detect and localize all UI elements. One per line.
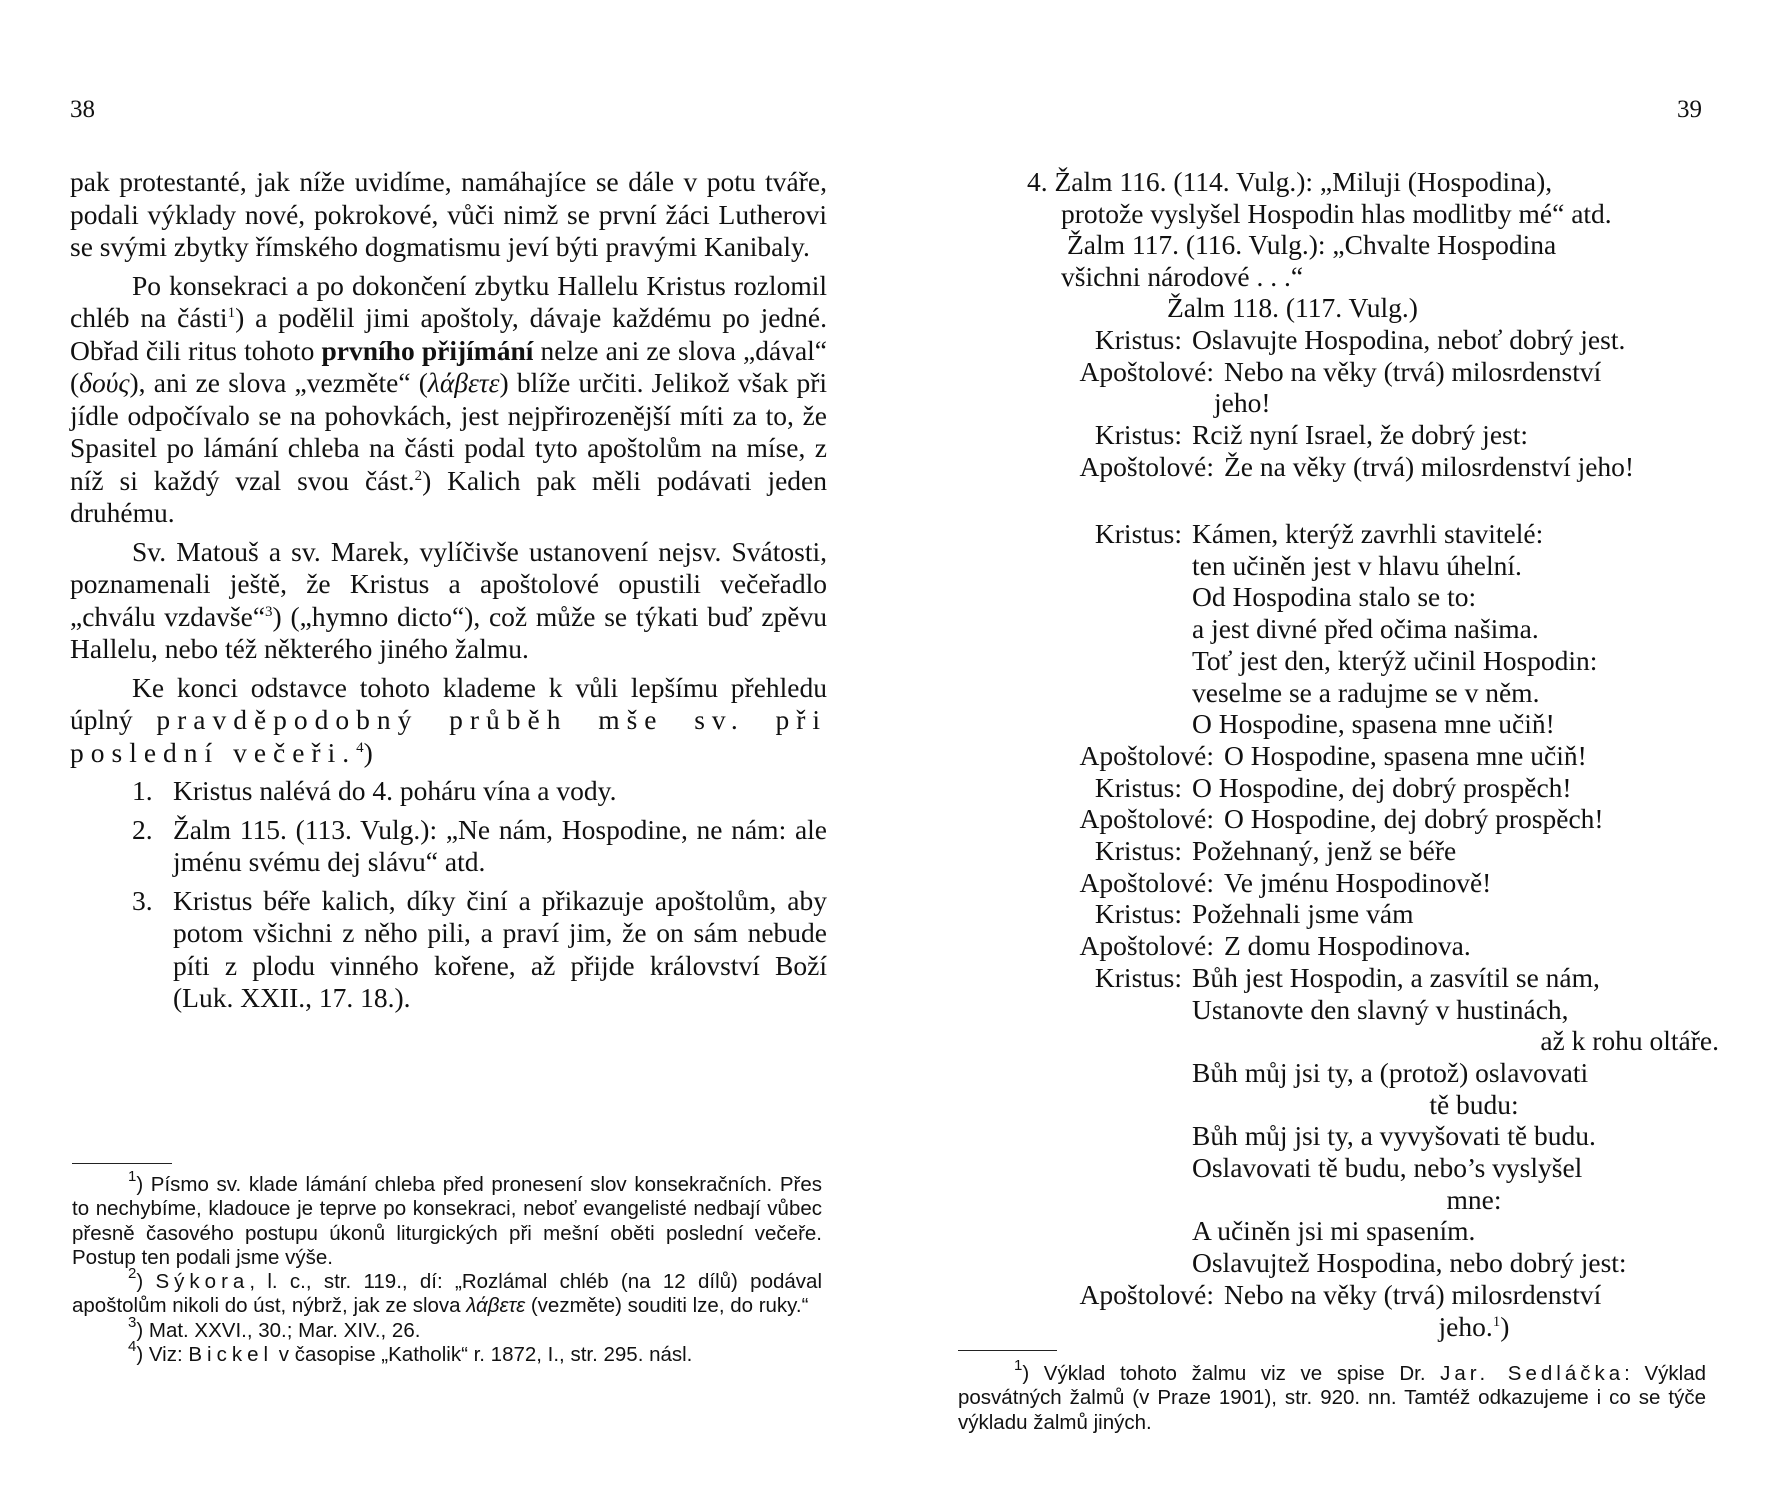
- page-number: 38: [70, 96, 95, 123]
- dialogue-line: Kristus: Oslavujte Hospodina, neboť dobrý jest.: [1094, 324, 1626, 355]
- emphasis: prvního přijímání: [321, 334, 534, 366]
- dialogue-line: Kristus: Požehnali jsme vám: [1094, 898, 1414, 930]
- dialogue-line: Kristus: Kámen, kterýž zavrhli stavitelé:: [1094, 518, 1544, 549]
- dialogue-line: Bůh můj jsi ty, a vyvyšovati tě budu.: [1192, 1120, 1596, 1152]
- dialogue-line: Apoštolové: O Hospodine, dej dobrý prospěch!: [1079, 803, 1604, 835]
- dialogue-line: Apoštolové: O Hospodine, spasena mne učiň!: [1079, 739, 1587, 771]
- dialogue-line: Kristus: Požehnaný, jenž se béře: [1094, 835, 1457, 867]
- footnote-rule: [72, 1163, 172, 1164]
- page-number: 39: [1677, 96, 1702, 123]
- dialogue-line: veselme se a radujme se v něm.: [1192, 676, 1540, 708]
- footnote-ref: 4: [356, 739, 364, 756]
- dialogue-line: ten učiněn jest v hlavu úhelní.: [1192, 549, 1522, 581]
- dialogue-line: Apoštolové: Že na věky (trvá) milosrdenství jeho!: [1079, 450, 1635, 482]
- spaced-emphasis: pravděpodobný průběh mše sv. při poslední večeři.: [70, 704, 828, 768]
- dialogue-block: [1059, 518, 1729, 1342]
- footnotes: [958, 1357, 1706, 1435]
- dialogue-line: tě budu:: [1429, 1088, 1519, 1120]
- footnote: $^2$) Sýkora, l. c., str. 119., dí: „Rozlámal chléb (na 12 dílů) podával apoštolům nikoli do úst, nýbrž, jak ze slova λάβετε (vezměte) souditi lze, do ruky.“: [72, 1265, 822, 1318]
- footnotes: [72, 1168, 822, 1367]
- dialogue-line: Bůh můj jsi ty, a (protož) oslavovati: [1192, 1056, 1589, 1088]
- dialogue-line: a jest divné před očima našima.: [1192, 613, 1539, 645]
- psalm-list-item-4: [1027, 166, 1717, 324]
- dialogue-line: Apoštolové: Z domu Hospodinova.: [1079, 930, 1471, 962]
- text-line: 4. Žalm 116. (114. Vulg.): „Miluji (Hospodina),: [1027, 166, 1553, 197]
- dialogue-block: [1059, 324, 1729, 483]
- dialogue-line: O Hospodine, spasena mne učiň!: [1192, 708, 1555, 740]
- dialogue-line: Toť jest den, kterýž učinil Hospodin:: [1192, 644, 1598, 676]
- footnote-ref: 1: [227, 305, 236, 321]
- footnote-ref: 2: [414, 467, 423, 484]
- list-item: 1. Kristus nalévá do 4. poháru vína a vody.: [132, 775, 617, 806]
- text-line: všichni národové . . .“: [1061, 260, 1304, 292]
- paragraph: Po konsekraci a po dokončení zbytku Hallelu Kristus rozlomil chléb na části$^1$) a podělil jimi apoštoly, dávaje každému po jedné. Obřad čili ritus tohoto prvního přijímání nelze ani ze slova „dával“ (δούς), ani ze slova „vezměte“ (λάβετε) blíže určiti. Jelikož však při jídle odpočívalo se na pohovkách, jest nejpřirozenější míti za to, že Spasitel po lámání chleba na části podal tyto apoštolům na míse, z níž si každý vzal svou část.$^2$) Kalich pak měli podávati jeden druhému.: [70, 269, 828, 528]
- greek-word: δούς: [79, 367, 130, 398]
- list-item: 3. Kristus béře kalich, díky činí a přikazuje apoštolům, aby potom všichni z něho pili, a praví jim, že on sám nebude píti z plodu vinného kořene, až přijde království Boží (Luk. XXII., 17. 18.).: [132, 884, 827, 1013]
- numbered-list: [70, 775, 827, 1015]
- dialogue-line: mne:: [1446, 1183, 1502, 1215]
- main-text: [70, 166, 827, 1021]
- psalm-heading: Žalm 118. (117. Vulg.): [1167, 292, 1418, 323]
- footnote-rule: [958, 1350, 1057, 1351]
- dialogue-line: Apoštolové: Nebo na věky (trvá) milosrdenství: [1079, 1278, 1602, 1310]
- dialogue-line: až k rohu oltáře.: [1540, 1025, 1719, 1057]
- dialogue-line: Kristus: Bůh jest Hospodin, a zasvítil se nám,: [1094, 961, 1600, 993]
- paragraph: pak protestanté, jak níže uvidíme, namáhajíce se dále v potu tváře, podali výklady nové, pokrokové, vůči nimž se první žáci Lutherovi se svými zbytky římského dogmatismu jeví býti pravými Kanibaly.: [70, 166, 827, 262]
- greek-word: λάβετε: [427, 367, 500, 398]
- footnote: $^1$) Výklad tohoto žalmu viz ve spise Dr. Jar. Sedláčka: Výklad posvátných žalmů (v Praze 1901), str. 920. nn. Tamtéž odkazujeme i co se týče výkladu žalmů jiných.: [958, 1357, 1706, 1434]
- text-line: protože vyslyšel Hospodin hlas modlitby mé“ atd.: [1061, 197, 1612, 229]
- dialogue-line: A učiněn jsi mi spasením.: [1192, 1215, 1476, 1247]
- dialogue-line: Od Hospodina stalo se to:: [1192, 581, 1477, 613]
- footnote-ref: 3: [265, 603, 273, 620]
- paragraph: Ke konci odstavce tohoto klademe k vůli lepšímu přehledu úplný pravděpodobný průběh mše sv. při poslední večeři.$^4$): [70, 671, 828, 768]
- footnote: $^1$) Písmo sv. klade lámání chleba před pronesení slov konsekračních. Přes to nechybíme, kladouce je teprve po konsekraci, neboť evangelisté nedbají vůbec přesně časového postupu úkonů liturgických při mešní oběti poslední večeře. Postup ten podali jsme výše.: [72, 1168, 822, 1269]
- dialogue-line: Ustanovte den slavný v hustinách,: [1192, 993, 1569, 1025]
- text-line: Žalm 117. (116. Vulg.): „Chvalte Hospodina: [1067, 229, 1557, 260]
- dialogue-line: Oslavujtež Hospodina, nebo dobrý jest:: [1192, 1247, 1627, 1279]
- dialogue-line: Apoštolové: Ve jménu Hospodinově!: [1079, 866, 1492, 898]
- footnote: $^3$) Mat. XXVI., 30.; Mar. XIV., 26.: [128, 1313, 421, 1342]
- dialogue-line: jeho.$^1$): [1438, 1310, 1510, 1342]
- dialogue-line: Kristus: Rciž nyní Israel, že dobrý jest:: [1094, 419, 1529, 451]
- list-item: 2. Žalm 115. (113. Vulg.): „Ne nám, Hospodine, ne nám: ale jménu svému dej slávu“ atd.: [132, 813, 827, 877]
- dialogue-line: jeho!: [1214, 387, 1271, 419]
- footnote: $^4$) Viz: Bickel v časopise „Katholik“ r. 1872, I., str. 295. násl.: [128, 1338, 693, 1367]
- right-page: [887, 0, 1774, 1501]
- dialogue-line: Oslavovati tě budu, nebo’s vyslyšel: [1192, 1152, 1583, 1184]
- dialogue-line: Kristus: O Hospodine, dej dobrý prospěch!: [1094, 771, 1572, 803]
- paragraph: Sv. Matouš a sv. Marek, vylíčivše ustanovení nejsv. Svátosti, poznamenali ještě, že Kristus a apoštolové opustili večeřadlo „chválu vzdavše“$^3$) („hymno dicto“), což může se týkati buď zpěvu Hallelu, nebo též některého jiného žalmu.: [70, 535, 827, 664]
- dialogue-line: Apoštolové: Nebo na věky (trvá) milosrdenství: [1079, 355, 1602, 387]
- footnote-ref: 1: [1492, 1313, 1501, 1330]
